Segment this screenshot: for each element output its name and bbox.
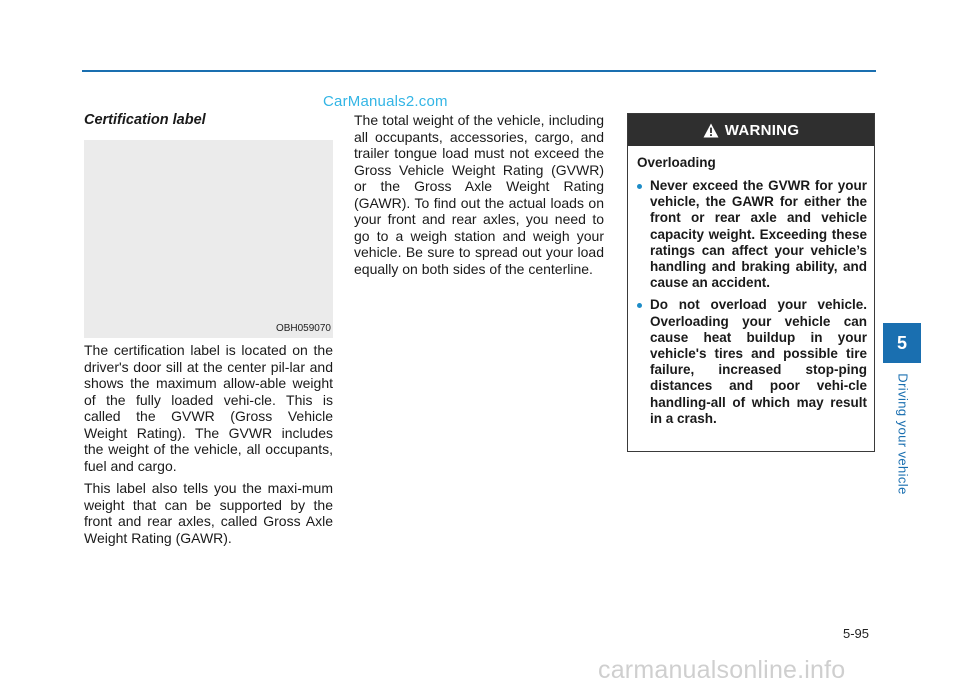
paragraph-total-weight: The total weight of the vehicle, including all occupants, accessories, cargo, and trailer tongue load must not exceed the Gross Vehicle Weight Rating (GVWR) or the Gross Axle Weight Rating (GAWR). To find out the actual loads on your front and rear axles, you need to go to a weigh station and weigh your vehicle. Be sure to spread out your load equally on both sides of the centerline. xyxy=(354,112,604,277)
warning-item xyxy=(637,297,867,427)
warning-body xyxy=(628,146,874,427)
bullet-icon xyxy=(637,303,642,308)
section-heading: Certification label xyxy=(84,112,206,128)
bullet-icon xyxy=(637,184,642,189)
photo-code: OBH059070 xyxy=(275,323,331,334)
warning-item xyxy=(637,178,867,291)
paragraph-certification-location: The certification label is located on the driver's door sill at the center pil-lar and shows the maximum allow-able weight of the fully loaded vehi-cle. This is called the GVWR (Gross Vehicle Weight Rating). The GVWR includes the weight of the vehicle, all occupants, fuel and cargo. xyxy=(84,342,333,474)
warning-box xyxy=(627,113,875,452)
warning-list xyxy=(637,178,867,427)
chapter-tab: 5 xyxy=(883,323,921,363)
watermark-bottom: carmanualsonline.info xyxy=(598,656,846,684)
watermark-top: CarManuals2.com xyxy=(323,93,448,110)
chapter-side-label: Driving your vehicle xyxy=(895,373,911,495)
warning-item-text: Never exceed the GVWR for your vehicle, the GAWR for either the front or rear axle and vehicle capacity weight. Exceeding these ratings can affect your vehicle’s handling and braking ability, and cause an accident. xyxy=(650,178,867,291)
warning-title: WARNING xyxy=(724,121,800,139)
header-rule xyxy=(82,70,876,72)
page-number: 5-95 xyxy=(843,626,870,641)
warning-subtitle: Overloading xyxy=(637,155,716,170)
warning-item-text: Do not overload your vehicle. Overloading your vehicle can cause heat buildup in your vehicle's tires and possible tire failure, increased stop-ping distances and poor vehi-cle handling-all of which may result in a crash. xyxy=(650,297,867,426)
certification-label-photo xyxy=(84,140,333,338)
paragraph-gawr: This label also tells you the maxi-mum weight that can be supported by the front and rear axles, called Gross Axle Weight Rating (GAWR). xyxy=(84,480,333,546)
warning-triangle-icon xyxy=(703,123,719,138)
warning-header xyxy=(628,114,874,146)
